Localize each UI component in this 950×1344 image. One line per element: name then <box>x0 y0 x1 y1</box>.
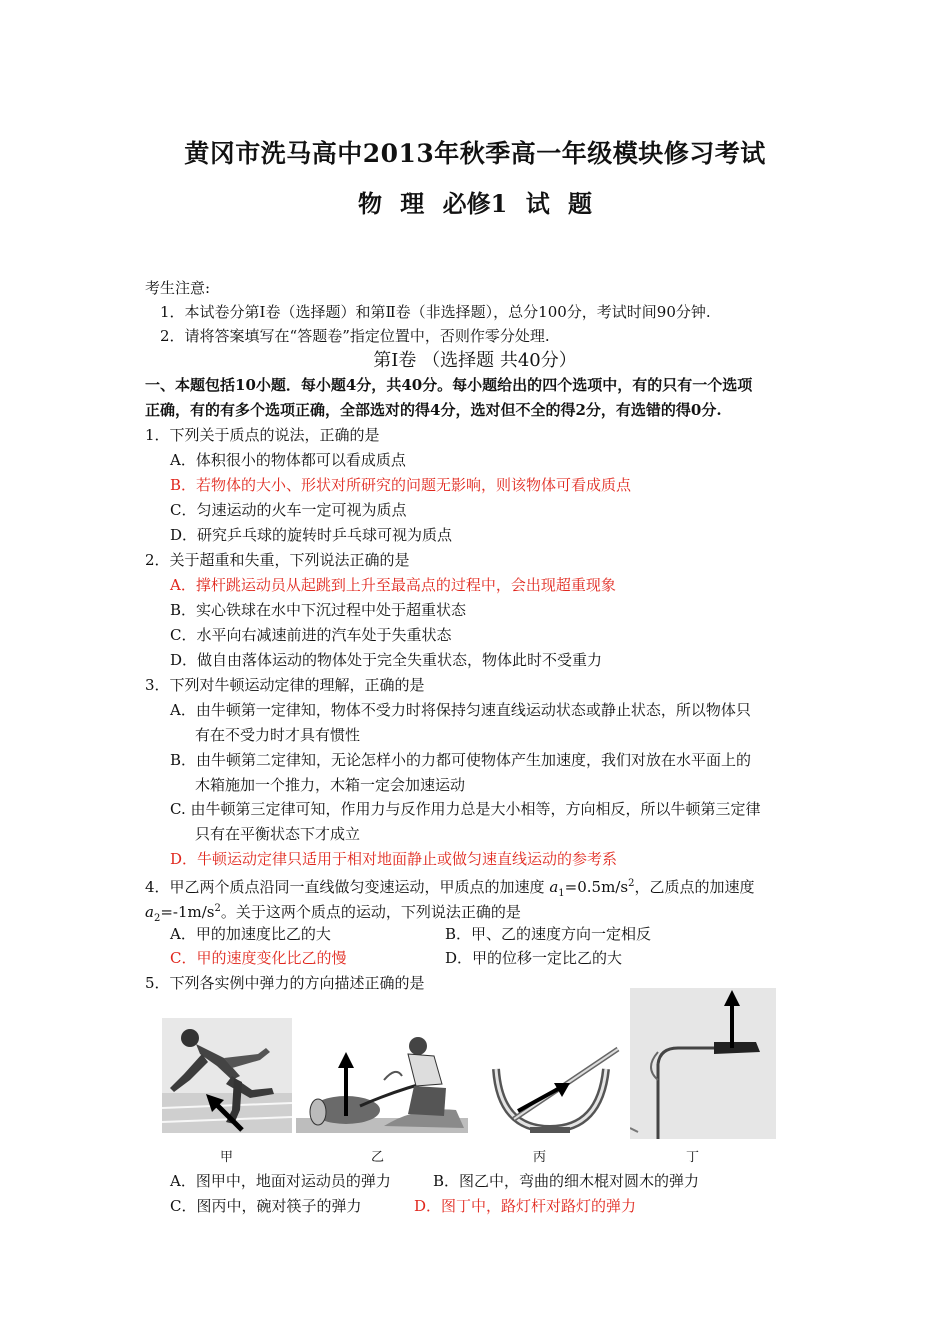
figure-yi-log <box>296 1036 468 1133</box>
q2-option-c: C．水平向右减速前进的汽车处于失重状态 <box>170 626 452 644</box>
q4-option-c: C．甲的速度变化比乙的慢 <box>170 949 347 967</box>
q3-stem: 3．下列对牛顿运动定律的理解，正确的是 <box>145 676 425 694</box>
q3-option-c-line-2: 只有在平衡状态下才成立 <box>195 825 361 843</box>
figure-jia-sprinter <box>162 1018 292 1133</box>
q1-option-c: C．匀速运动的火车一定可视为质点 <box>170 501 407 519</box>
q4-a2-superscript: 2 <box>214 903 221 914</box>
force-arrow-jia <box>162 1018 292 1133</box>
figure-caption-ding: 丁 <box>686 1150 700 1165</box>
q3-option-c-line-1: C. 由牛顿第三定律可知，作用力与反作用力总是大小相等，方向相反，所以牛顿第三定律 <box>170 800 761 818</box>
q5-option-b: B．图乙中，弯曲的细木棍对圆木的弹力 <box>433 1172 700 1190</box>
q3-option-d: D．牛顿运动定律只适用于相对地面静止或做匀速直线运动的参考系 <box>170 850 618 868</box>
q4-a1-value: =0.5m/s <box>564 878 629 896</box>
q1-option-a: A．体积很小的物体都可以看成质点 <box>170 451 406 469</box>
q3-option-a-line-2: 有在不受力时才具有惯性 <box>195 726 361 744</box>
q4-a1-symbol: a <box>549 878 559 896</box>
q2-option-b: B．实心铁球在水中下沉过程中处于超重状态 <box>170 601 467 619</box>
q4-a2-subscript: 2 <box>153 913 161 924</box>
figure-ding-street-lamp <box>630 988 776 1139</box>
q2-stem: 2．关于超重和失重，下列说法正确的是 <box>145 551 410 569</box>
q4-a2-value: =-1m/s <box>160 903 215 921</box>
force-arrow-bing <box>478 1033 624 1133</box>
section-intro-line-2: 正确，有的有多个选项正确，全部选对的得4分，选对但不全的得2分，有选错的得0分. <box>145 401 722 419</box>
q4-a1-superscript: 2 <box>628 878 635 889</box>
q3-option-b-line-2: 木箱施加一个推力，木箱一定会加速运动 <box>195 776 466 794</box>
figure-caption-bing: 丙 <box>533 1150 547 1165</box>
q4-option-b: B．甲、乙的速度方向一定相反 <box>445 925 652 943</box>
section-title: 第Ⅰ卷 （选择题 共40分） <box>373 350 577 371</box>
q1-option-b: B．若物体的大小、形状对所研究的问题无影响，则该物体可看成质点 <box>170 476 632 494</box>
q4-a1-subscript: 1 <box>558 888 565 899</box>
q2-option-d: D．做自由落体运动的物体处于完全失重状态，物体此时不受重力 <box>170 651 603 669</box>
section-intro-line-1: 一、本题包括10小题．每小题4分，共40分。每小题给出的四个选项中，有的只有一个选项 <box>145 376 753 394</box>
q5-option-c: C．图丙中，碗对筷子的弹力 <box>170 1197 362 1215</box>
q1-stem: 1．下列关于质点的说法，正确的是 <box>145 426 380 444</box>
q4-a2-symbol: a <box>145 903 154 921</box>
q4-option-d: D．甲的位移一定比乙的大 <box>445 949 623 967</box>
q4-stem-part-b: ，乙质点的加速度 <box>634 878 755 896</box>
force-arrow-ding <box>630 988 776 1139</box>
q1-option-d: D．研究乒乓球的旋转时乒乓球可视为质点 <box>170 526 453 544</box>
q5-option-a: A．图甲中，地面对运动员的弹力 <box>170 1172 391 1190</box>
exam-subtitle: 物 理 必修1 试 题 <box>357 189 593 218</box>
figure-caption-yi: 乙 <box>371 1150 385 1165</box>
figure-bing-bowl <box>478 1033 624 1133</box>
notice-item-1: 1．本试卷分第Ⅰ卷（选择题）和第Ⅱ卷（非选择题），总分100分，考试时间90分钟. <box>160 303 711 321</box>
q4-stem-part-a: 4．甲乙两个质点沿同一直线做匀变速运动，甲质点的加速度 <box>145 878 550 896</box>
q5-stem: 5．下列各实例中弹力的方向描述正确的是 <box>145 974 425 992</box>
force-arrow-yi <box>296 1036 468 1133</box>
q2-option-a: A．撑杆跳运动员从起跳到上升至最高点的过程中，会出现超重现象 <box>170 576 616 594</box>
q3-option-b-line-1: B．由牛顿第二定律知，无论怎样小的力都可使物体产生加速度，我们对放在水平面上的 <box>170 751 752 769</box>
q3-option-a-line-1: A．由牛顿第一定律知，物体不受力时将保持匀速直线运动状态或静止状态，所以物体只 <box>170 701 751 719</box>
q4-option-a: A．甲的加速度比乙的大 <box>170 925 331 943</box>
q5-option-d: D．图丁中，路灯杆对路灯的弹力 <box>414 1197 637 1215</box>
figure-caption-jia: 甲 <box>220 1150 234 1165</box>
notice-item-2: 2．请将答案填写在“答题卷”指定位置中，否则作零分处理. <box>160 327 550 345</box>
exam-title: 黄冈市洗马高中2013年秋季高一年级模块修习考试 <box>184 139 766 168</box>
notice-heading: 考生注意: <box>145 279 211 297</box>
q4-stem-part-c: 。关于这两个质点的运动，下列说法正确的是 <box>220 903 521 921</box>
